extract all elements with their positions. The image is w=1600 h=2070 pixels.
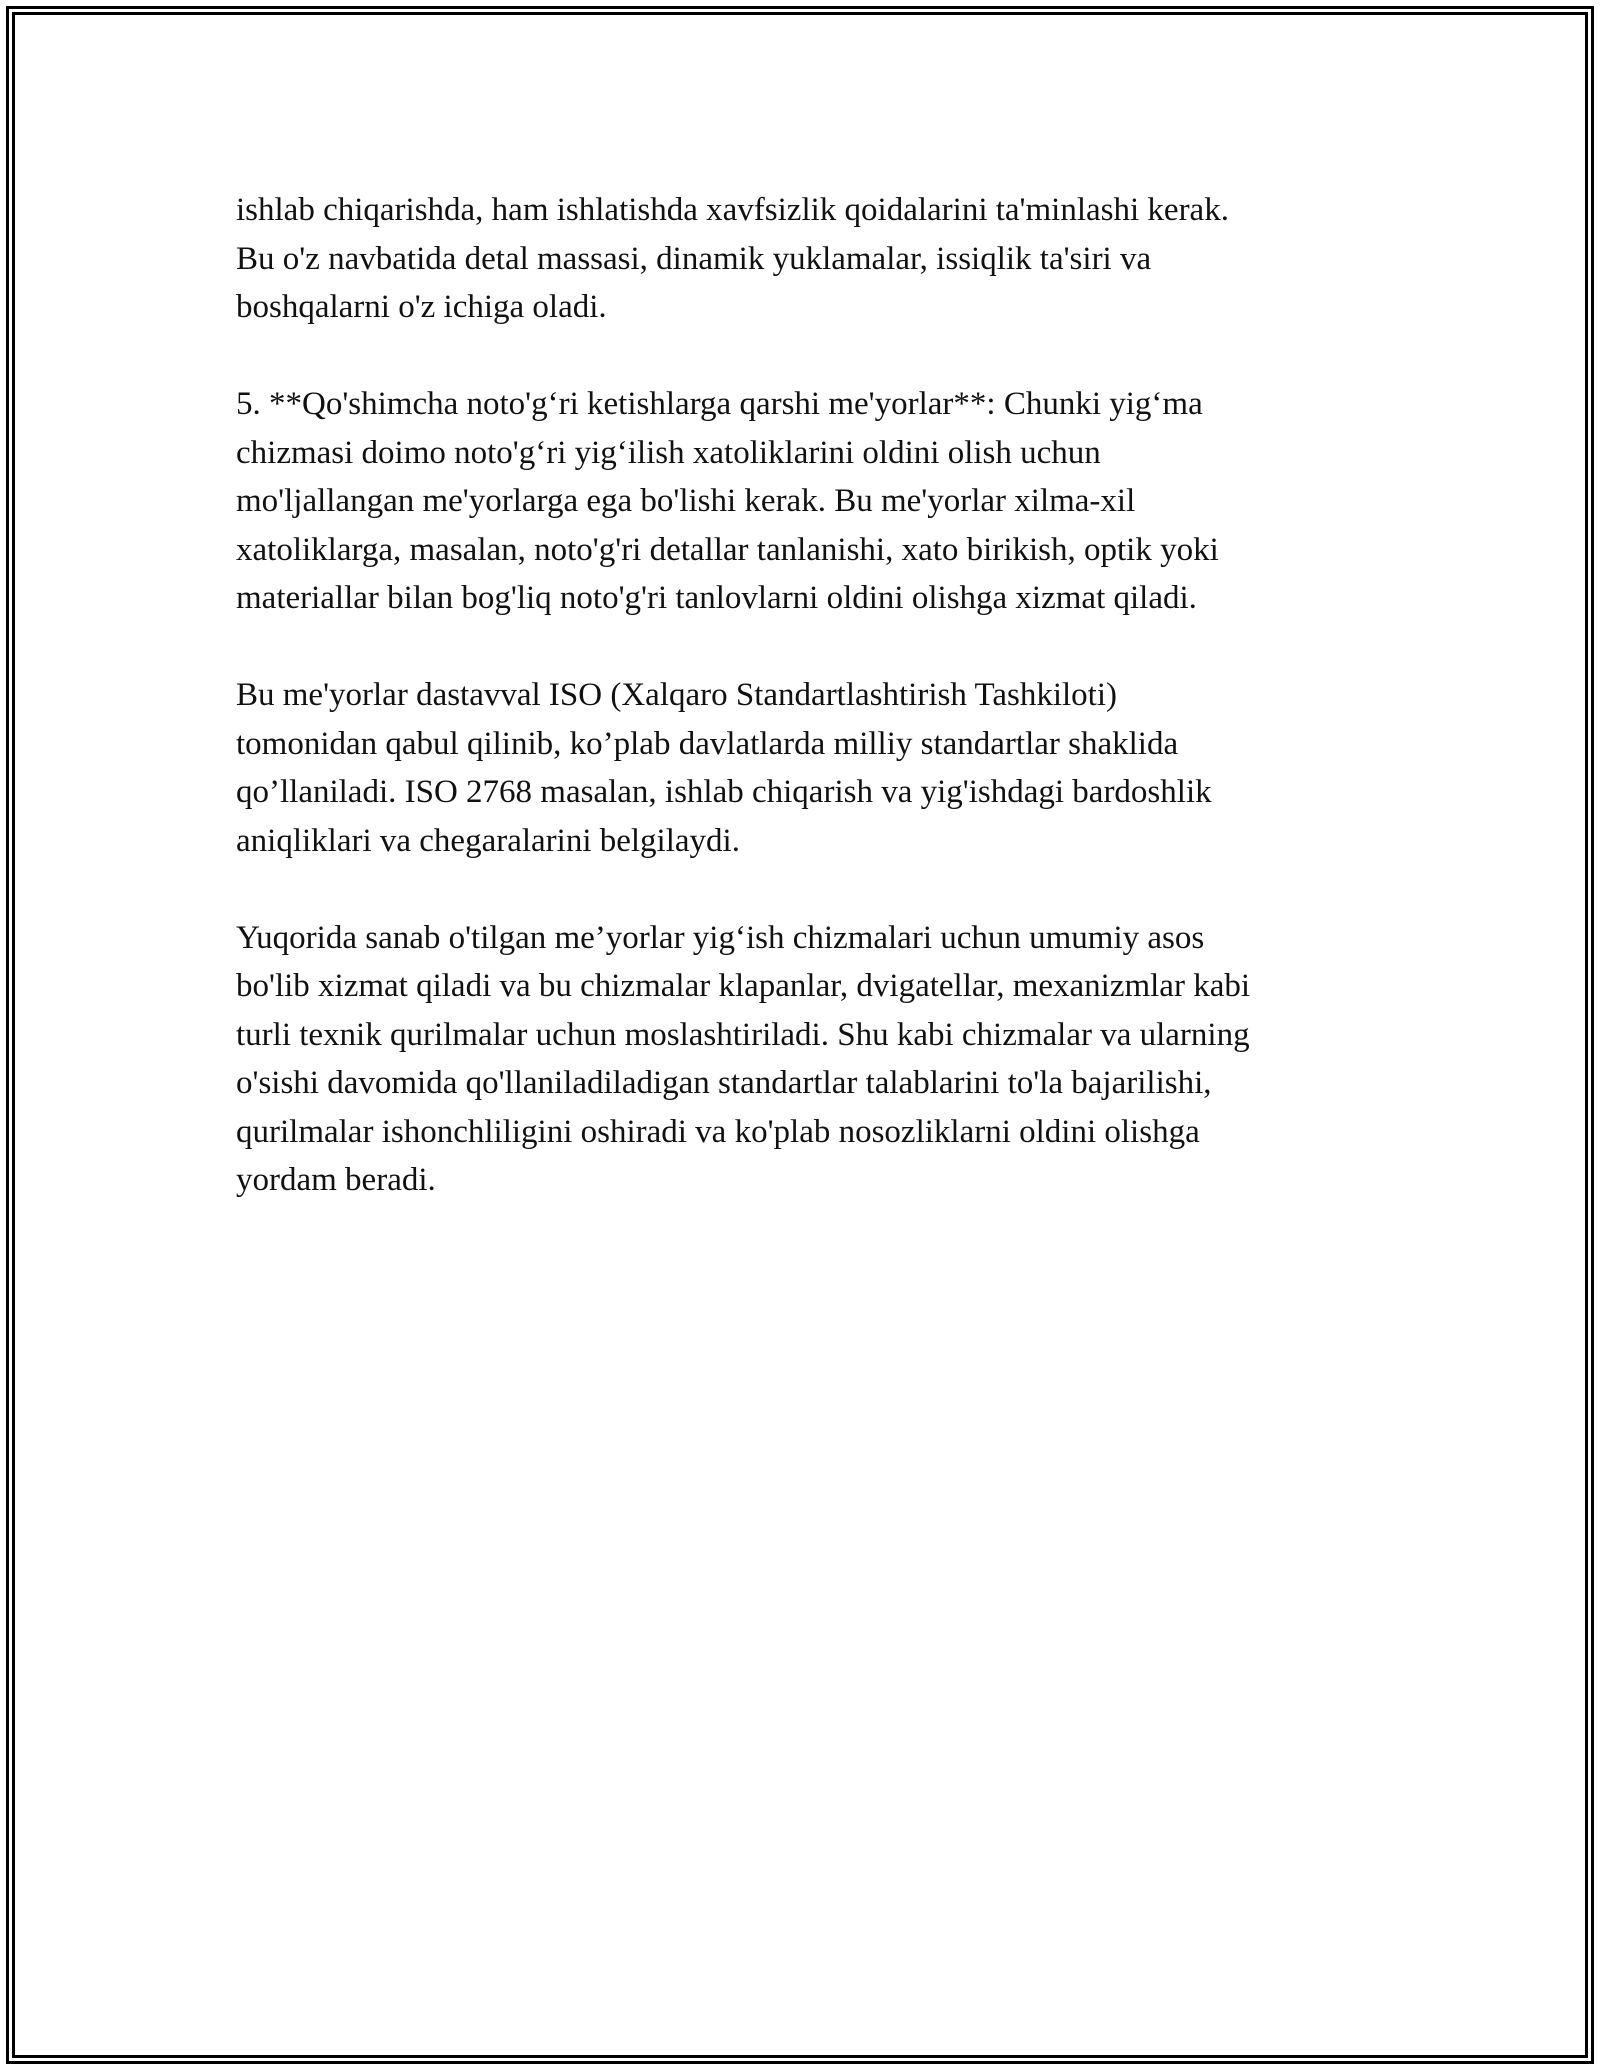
paragraph-safety: ishlab chiqarishda, ham ishlatishda xavfsizlik qoidalarini ta'minlashi kerak. Bu o'z navbatida detal massasi, dinamik yuklamalar, issiqlik ta'siri va boshqalarni o'z ichiga oladi. [236, 192, 1229, 325]
document-body [236, 186, 1386, 1253]
paragraph-error-prevention: 5. **Qo'shimcha noto'g‘ri ketishlarga qarshi me'yorlar**: Chunki yig‘ma chizmasi doimo noto'g‘ri yig‘ilish xatoliklarini oldini olish uchun mo'ljallangan me'yorlarga ega bo'lishi kerak. Bu me'yorlar xilma-xil xatoliklarga, masalan, noto'g'ri detallar tanlanishi, xato birikish, optik yoki materiallar bilan bog'liq noto'g'ri tanlovlarni oldini olishga xizmat qiladi. [236, 386, 1219, 616]
paragraph-iso-standards: Bu me'yorlar dastavval ISO (Xalqaro Standartlashtirish Tashkiloti) tomonidan qabul qilinib, ko’plab davlatlarda milliy standartlar shaklida qo’llaniladi. ISO 2768 masalan, ishlab chiqarish va yig'ishdagi bardoshlik aniqliklari va chegaralarini belgilaydi. [236, 677, 1212, 859]
paragraph-conclusion: Yuqorida sanab o'tilgan me’yorlar yig‘ish chizmalari uchun umumiy asos bo'lib xizmat qiladi va bu chizmalar klapanlar, dvigatellar, mexanizmlar kabi turli texnik qurilmalar uchun moslashtiriladi. Shu kabi chizmalar va ularning o'sishi davomida qo'llaniladiladigan standartlar talablarini to'la bajarilishi, qurilmalar ishonchliligini oshiradi va ko'plab nosozliklarni oldini olishga yordam beradi. [236, 919, 1251, 1198]
